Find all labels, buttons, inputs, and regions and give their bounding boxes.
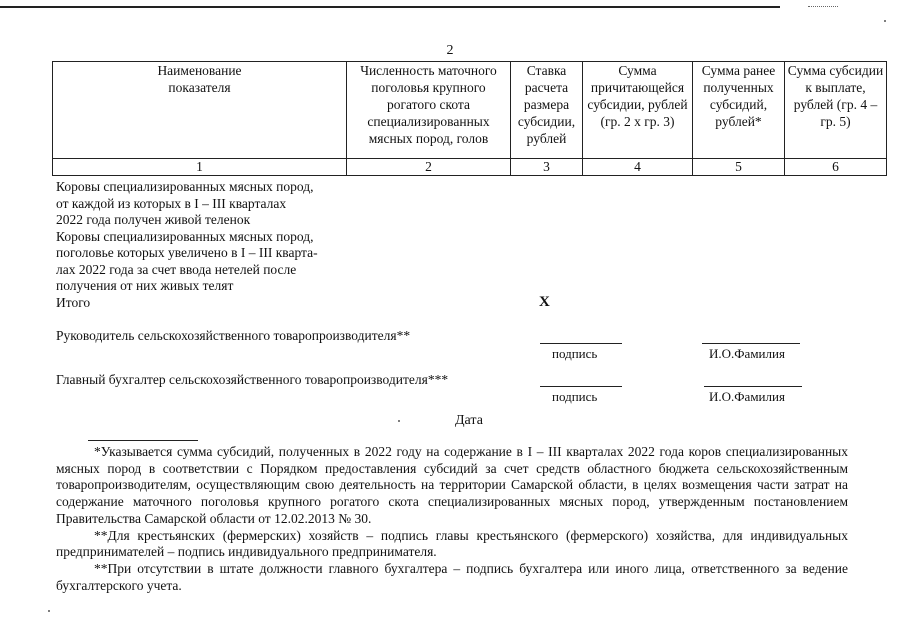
header-previously-received: Сумма ранее полученных субсидий, рублей* [693,62,785,159]
header-livestock-count: Численность маточного поголовья крупного рогатого скота специализированных мясных пород, голов [347,62,511,159]
date-label: Дата [455,413,483,428]
table-rows [56,179,376,295]
column-number: 3 [511,159,583,176]
header-subsidy-rate: Ставка расчета размера субсидии, рублей [511,62,583,159]
total-mark: Х [539,294,550,310]
header-amount-payable: Сумма субсидии к выплате, рублей (гр. 4 – гр. 5) [785,62,887,159]
page-number: 2 [446,43,454,58]
accountant-signature-line [540,386,622,387]
footnote-subsidy-amount: *Указывается сумма субсидий, полученных в 2022 году на содержание в I – III кварталах 2022 года коров специализированных мясных пород в соответствии с Порядком предоставления субсидий за счет средств областного бюджета сельскохозяйственным товаропроизводителям, осуществляющим свою деятельность на территории Самарской области, в целях возмещения части затрат на содержание маточного поголовья крупного рогатого скота специализированных мясных пород, утвержденным постановлением Правительства Самарской области от 12.02.2013 № 30. [56,444,848,526]
column-number: 5 [693,159,785,176]
footnotes [56,444,848,594]
footnote-farm-head: **Для крестьянских (фермерских) хозяйств – подпись главы крестьянского (фермерского) хозяйства, для индивидуальных предпринимателей – подпись индивидуального предпринимателя. [56,527,848,560]
column-number: 4 [583,159,693,176]
head-name-caption: И.О.Фамилия [709,346,785,361]
scan-speck [398,420,400,422]
head-signature-caption: подпись [552,346,598,361]
header-indicator-name: Наименование показателя [53,62,347,159]
accountant-name-line [704,386,802,387]
column-number: 2 [347,159,511,176]
column-number: 6 [785,159,887,176]
scan-top-border [0,6,780,8]
table-header-row [53,62,887,159]
head-signature-line [540,343,622,344]
accountant-signature-label: Главный бухгалтер сельскохозяйственного товаропроизводителя*** [56,372,449,387]
head-signature-label: Руководитель сельскохозяйственного товаропроизводителя** [56,328,411,343]
accountant-signature-caption: подпись [552,389,598,404]
footnote-separator [88,440,198,441]
footnote-accountant: **При отсутствии в штате должности главного бухгалтера – подпись бухгалтера или иного лица, ответственного за ведение бухгалтерского учета. [56,560,848,593]
row-herd-increase: Коровы специализированных мясных пород, поголовье которых увеличено в I – III кварта- лах 2022 года за счет ввода нетелей после получения от них живых телят [56,228,318,293]
head-name-line [702,343,800,344]
column-number-row [53,159,887,176]
subsidy-table [52,61,887,176]
column-number: 1 [53,159,347,176]
row-calves-received: Коровы специализированных мясных пород, от каждой из которых в I – III кварталах 2022 года получен живой теленок [56,179,314,227]
header-subsidy-due: Сумма причитающейся субсидии, рублей (гр. 2 х гр. 3) [583,62,693,159]
accountant-name-caption: И.О.Фамилия [709,389,785,404]
total-label: Итого [56,295,91,310]
scan-speck [48,610,50,612]
scan-speck [884,20,886,22]
scan-top-dash [808,6,838,7]
